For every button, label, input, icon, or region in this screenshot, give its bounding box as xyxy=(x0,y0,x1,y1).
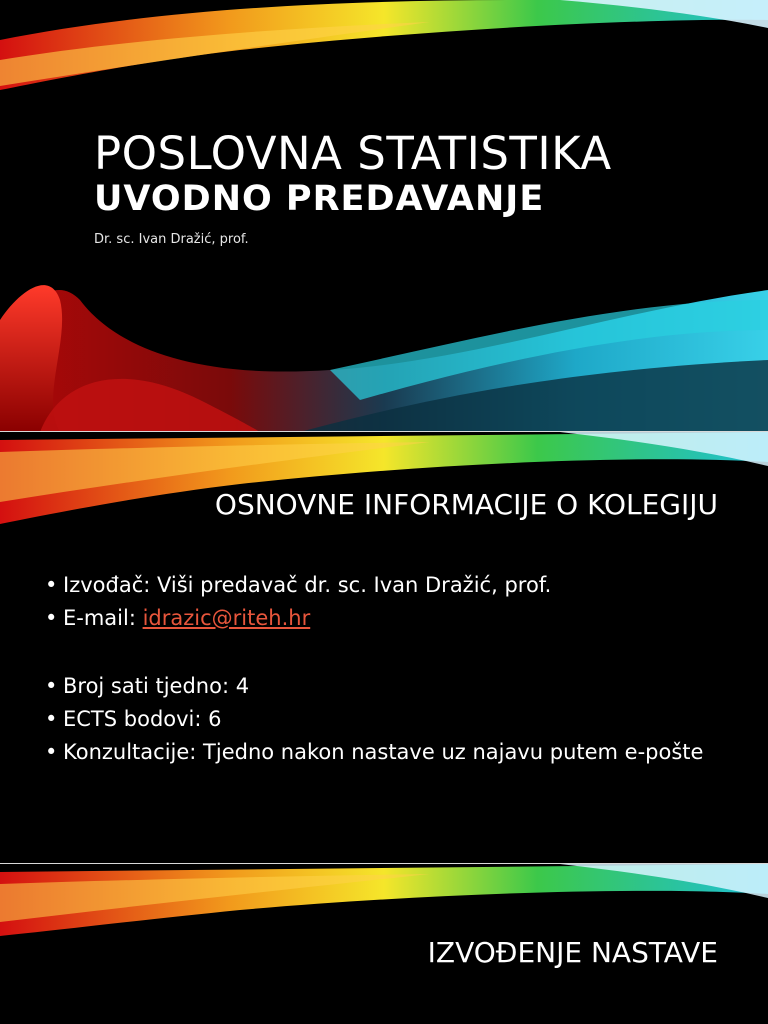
lecturer-text: Izvođač: Viši predavač dr. sc. Ivan Dražić, prof. xyxy=(63,573,552,597)
email-label: E-mail: xyxy=(63,606,143,630)
presentation-subtitle: UVODNO PREDAVANJE xyxy=(94,179,545,219)
title-slide xyxy=(0,0,768,432)
info-list xyxy=(44,572,734,772)
list-item xyxy=(44,739,734,766)
presentation-title: POSLOVNA STATISTIKA xyxy=(94,127,612,180)
ects-text: ECTS bodovi: 6 xyxy=(63,707,222,731)
author-line: Dr. sc. Ivan Dražić, prof. xyxy=(94,232,249,247)
section-heading: OSNOVNE INFORMACIJE O KOLEGIJU xyxy=(214,488,718,521)
list-item xyxy=(44,673,734,700)
ribbon-wave-decoration xyxy=(0,864,768,944)
list-item xyxy=(44,706,734,733)
consultations-text: Konzultacije: Tjedno nakon nastave uz najavu putem e-pošte xyxy=(63,740,704,764)
email-link[interactable]: idrazic@riteh.hr xyxy=(142,606,311,630)
hours-text: Broj sati tjedno: 4 xyxy=(63,674,250,698)
list-item xyxy=(44,572,734,599)
list-item xyxy=(44,605,734,632)
section-heading: IZVOĐENJE NASTAVE xyxy=(427,936,718,969)
